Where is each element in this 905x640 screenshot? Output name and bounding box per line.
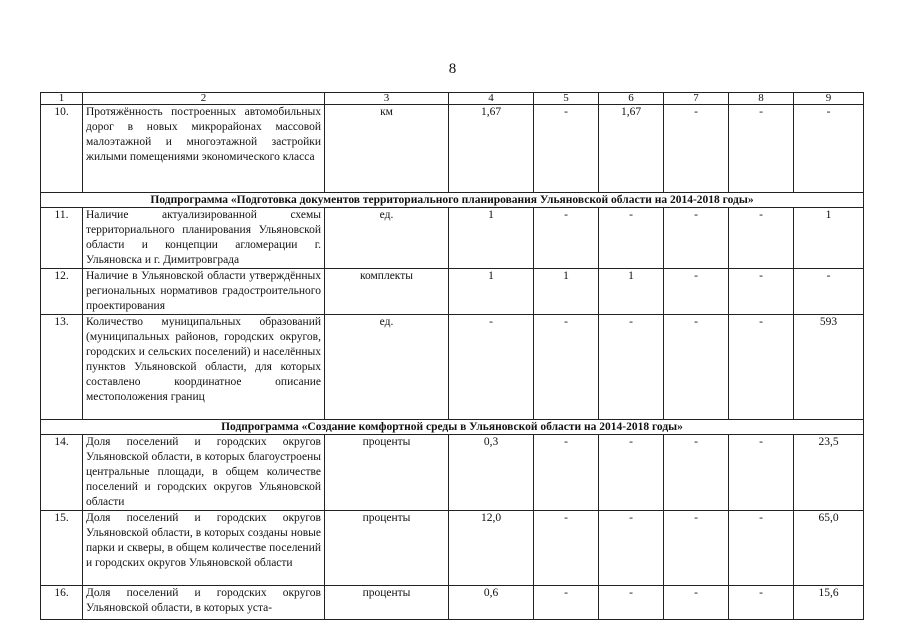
value-cell: -: [729, 105, 794, 193]
table-row: [41, 269, 864, 315]
table-row: [41, 105, 864, 193]
value-cell: -: [729, 315, 794, 420]
value-cell: -: [664, 315, 729, 420]
table-row: [41, 511, 864, 586]
value-cell: -: [534, 105, 599, 193]
value-cell: -: [794, 105, 864, 193]
unit-cell: ед.: [325, 315, 449, 420]
indicator-name: Наличие актуализированной схемы территориального планирования Ульяновской области и концепции агломерации г. Ульяновска и г. Димитровграда: [83, 208, 325, 269]
value-cell: -: [534, 315, 599, 420]
table-row: [41, 435, 864, 511]
value-cell: -: [794, 269, 864, 315]
value-cell: 1: [449, 269, 534, 315]
value-cell: -: [729, 435, 794, 511]
page-number: 8: [448, 61, 457, 77]
row-number: 11.: [41, 208, 83, 269]
value-cell: 1: [794, 208, 864, 269]
row-number: 16.: [41, 586, 83, 620]
value-cell: -: [534, 511, 599, 586]
unit-cell: проценты: [325, 586, 449, 620]
row-number: 12.: [41, 269, 83, 315]
column-header: 6: [599, 93, 664, 105]
row-number: 13.: [41, 315, 83, 420]
unit-cell: комплекты: [325, 269, 449, 315]
value-cell: 593: [794, 315, 864, 420]
unit-cell: проценты: [325, 435, 449, 511]
subprogram-title: Подпрограмма «Создание комфортной среды в Ульяновской области на 2014-2018 годы»: [41, 420, 864, 435]
column-header: 7: [664, 93, 729, 105]
value-cell: -: [599, 435, 664, 511]
indicator-name: Доля поселений и городских округов Ульяновской области, в которых созданы новые парки и скверы, в общем количестве поселений и городских округов Ульяновской области: [83, 511, 325, 586]
value-cell: -: [534, 435, 599, 511]
indicators-table: [40, 92, 864, 620]
value-cell: 12,0: [449, 511, 534, 586]
table-header-row: [41, 93, 864, 105]
value-cell: -: [449, 315, 534, 420]
value-cell: -: [729, 511, 794, 586]
value-cell: 23,5: [794, 435, 864, 511]
value-cell: -: [664, 586, 729, 620]
indicator-name: Наличие в Ульяновской области утверждённых региональных нормативов градостроительного проектирования: [83, 269, 325, 315]
subprogram-row: [41, 420, 864, 435]
row-number: 14.: [41, 435, 83, 511]
row-number: 15.: [41, 511, 83, 586]
table-row: [41, 315, 864, 420]
value-cell: -: [599, 208, 664, 269]
value-cell: -: [664, 269, 729, 315]
unit-cell: ед.: [325, 208, 449, 269]
value-cell: 1: [534, 269, 599, 315]
subprogram-title: Подпрограмма «Подготовка документов территориального планирования Ульяновской области на 2014-2018 годы»: [41, 193, 864, 208]
value-cell: 1: [449, 208, 534, 269]
column-header: 4: [449, 93, 534, 105]
value-cell: 1: [599, 269, 664, 315]
value-cell: -: [729, 269, 794, 315]
value-cell: -: [664, 511, 729, 586]
unit-cell: проценты: [325, 511, 449, 586]
value-cell: -: [664, 105, 729, 193]
value-cell: 1,67: [599, 105, 664, 193]
column-header: 1: [41, 93, 83, 105]
value-cell: -: [729, 208, 794, 269]
column-header: 9: [794, 93, 864, 105]
indicator-name: Протяжённость построенных автомобильных дорог в новых микрорайонах массовой малоэтажной и многоэтажной застройки жилыми помещениями экономического класса: [83, 105, 325, 193]
unit-cell: км: [325, 105, 449, 193]
subprogram-row: [41, 193, 864, 208]
value-cell: 0,6: [449, 586, 534, 620]
value-cell: -: [599, 586, 664, 620]
indicator-name: Количество муниципальных образований (муниципальных районов, городских округов, городских и сельских поселений) и населённых пунктов Ульяновской области, для которых составлено координатное описание местоположения границ: [83, 315, 325, 420]
value-cell: -: [664, 435, 729, 511]
value-cell: 65,0: [794, 511, 864, 586]
value-cell: 1,67: [449, 105, 534, 193]
table-row: [41, 586, 864, 620]
indicator-name: Доля поселений и городских округов Ульяновской области, в которых благоустроены центральные площади, в общем количестве поселений и городских округов Ульяновской области: [83, 435, 325, 511]
value-cell: -: [599, 511, 664, 586]
value-cell: -: [534, 586, 599, 620]
column-header: 5: [534, 93, 599, 105]
column-header: 2: [83, 93, 325, 105]
table-row: [41, 208, 864, 269]
column-header: 3: [325, 93, 449, 105]
column-header: 8: [729, 93, 794, 105]
indicator-name: Доля поселений и городских округов Ульяновской области, в которых уста-: [83, 586, 325, 620]
value-cell: -: [534, 208, 599, 269]
value-cell: -: [599, 315, 664, 420]
value-cell: 0,3: [449, 435, 534, 511]
row-number: 10.: [41, 105, 83, 193]
value-cell: -: [729, 586, 794, 620]
value-cell: 15,6: [794, 586, 864, 620]
value-cell: -: [664, 208, 729, 269]
